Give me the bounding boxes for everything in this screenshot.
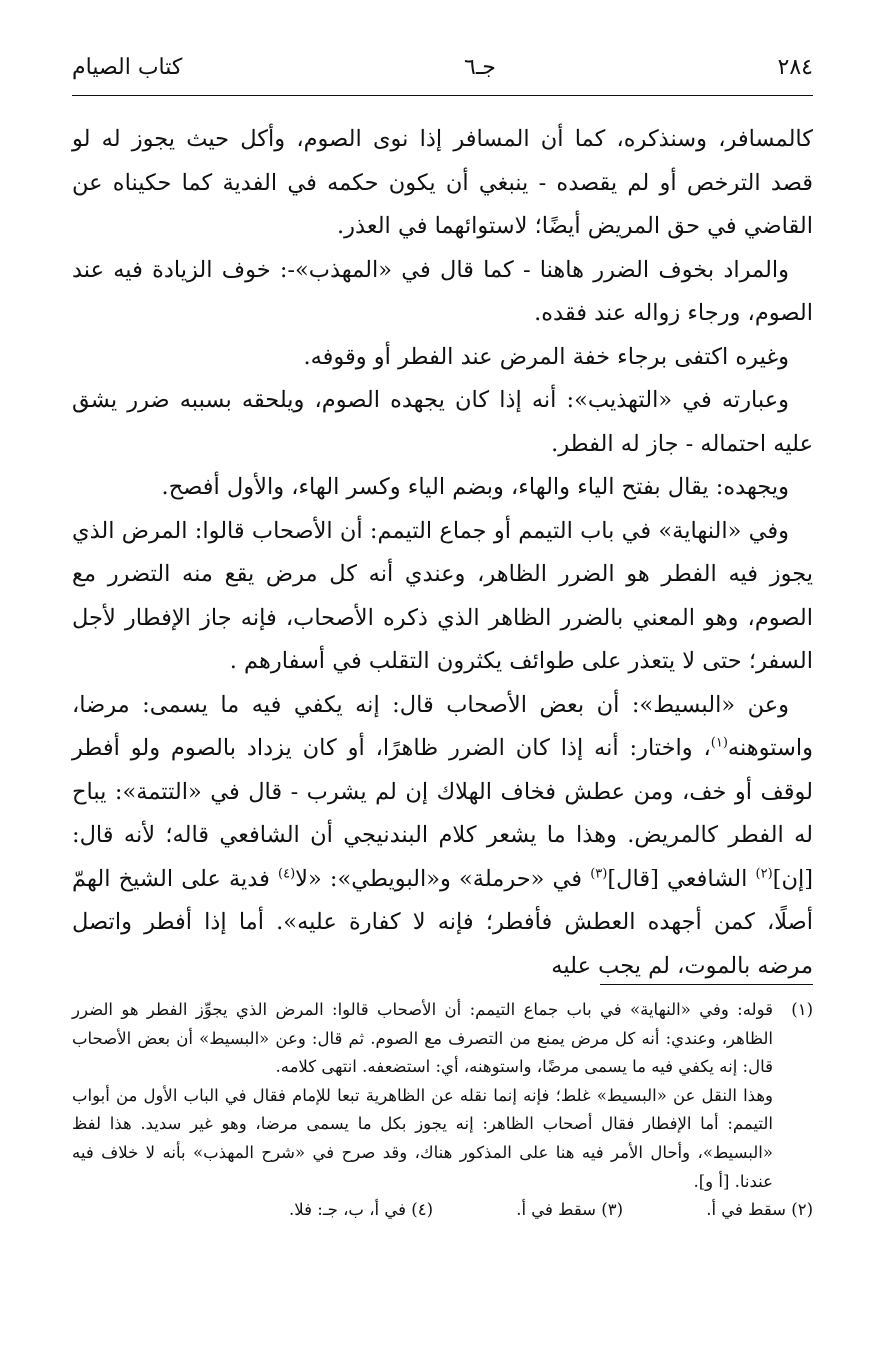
footnote-ref-3: (٣) xyxy=(590,866,608,881)
paragraph-7-part-c: الشافعي [قال] xyxy=(607,865,756,892)
page-number: ٢٨٤ xyxy=(777,54,813,80)
paragraph-7-part-e: فدية على الشيخ الهمّ أصلًا، كمن أجهده العطش فأفطر؛ فإنه لا كفارة عليه». أما إذا أفطر واتصل مرضه بالموت، لم يجب عليه xyxy=(72,865,813,979)
paragraph-2: والمراد بخوف الضرر هاهنا - كما قال في «المهذب»-: خوف الزيادة فيه عند الصوم، ورجاء زواله عند فقده. xyxy=(72,256,813,326)
footnotes-short-row xyxy=(72,1196,813,1225)
paragraph-7-part-b: ، واختار: أنه إذا كان الضرر ظاهرًا، أو كان يزداد بالصوم ولو أفطر لوقف أو خف، ومن عطش فخاف الهلاك إن لم يشرب - قال في «التتمة»: يباح له الفطر كالمريض. وهذا ما يشعر كلام البندنيجي أن الشافعي قاله؛ لأنه قال: [إن] xyxy=(72,735,814,892)
page-header xyxy=(72,46,813,88)
footnote-rule xyxy=(600,984,813,985)
footnote-ref-2: (٢) xyxy=(755,866,773,881)
paragraph-4: وعبارته في «التهذيب»: أنه إذا كان يجهده الصوم، ويلحقه بسببه ضرر يشق عليه احتماله - جاز له الفطر. xyxy=(72,387,813,457)
footnote-1-continuation: وهذا النقل عن «البسيط» غلط؛ فإنه إنما نقله عن الظاهرية تبعا للإمام فقال في الباب الأول من أبواب التيمم: أما الإفطار فقال أصحاب الظاهر: إنه يجوز بكل ما يسمى مرضا، وهو غير سديد. هذا لفظ «البسيط»، وأحال الأمر فيه هنا على المذكور هناك، وقد صرح في «شرح المهذب» بأنه لا خلاف فيه عندنا. [أ و]. xyxy=(72,1085,773,1191)
main-text xyxy=(72,118,813,988)
paragraph-7-part-a: وعن «البسيط»: أن بعض الأصحاب قال: إنه يكفي فيه ما يسمى: مرضا، واستوهنه xyxy=(72,691,813,761)
paragraph-6: وفي «النهاية» في باب التيمم أو جماع التيمم: أن الأصحاب قالوا: المرض الذي يجوز فيه الفطر هو الضرر الظاهر، وعندي أنه كل مرض يقع منه التضرر مع الصوم، وهو المعني بالضرر الظاهر الذي ذكره الأصحاب، فإنه جاز الإفطار لأجل السفر؛ حتى لا يتعذر على طوائف يكثرون التقلب في أسفارهم . xyxy=(72,517,813,674)
footnote-1-number: (١) xyxy=(791,1000,813,1019)
footnote-4: (٤) في أ، ب، جـ: فلا. xyxy=(289,1200,433,1220)
footnotes xyxy=(72,996,813,1225)
book-title: كتاب الصيام xyxy=(72,54,183,80)
volume-label: جـ٦ xyxy=(464,54,496,80)
paragraph-5: ويجهده: يقال بفتح الياء والهاء، وبضم الياء وكسر الهاء، والأول أفصح. xyxy=(161,474,789,500)
footnote-1-text: قوله: وفي «النهاية» في باب جماع التيمم: أن الأصحاب قالوا: المرض الذي يجوِّز الفطر هو الضرر الظاهر، وعندي: أنه كل مرض يمنع من التصرف مع الصوم. ثم قال: وعن «البسيط» أن بعض الأصحاب قال: إنه يكفي فيه ما يسمى مرضًا، واستوهنه، أي: استضعفه. انتهى كلامه. xyxy=(72,1000,773,1077)
footnote-3: (٣) سقط في أ. xyxy=(516,1200,623,1220)
footnote-2: (٢) سقط في أ. xyxy=(706,1200,813,1220)
footnote-ref-4: (٤) xyxy=(278,866,296,881)
footnote-1 xyxy=(72,996,813,1196)
footnote-1-body xyxy=(72,996,773,1196)
header-rule xyxy=(72,95,813,96)
paragraph-3: وغيره اكتفى برجاء خفة المرض عند الفطر أو وقوفه. xyxy=(303,343,789,370)
paragraph-7 xyxy=(72,684,813,989)
paragraph-7-part-d: في «حرملة» و«البويطي»: «لا xyxy=(295,865,591,892)
paragraph-1: كالمسافر، وسنذكره، كما أن المسافر إذا نوى الصوم، وأكل حيث يجوز له لو قصد الترخص أو لم يقصده - ينبغي أن يكون حكمه في الفدية كما حكيناه عن القاضي في حق المريض أيضًا؛ لاستوائهما في العذر. xyxy=(72,126,813,239)
footnote-ref-1: (١) xyxy=(710,735,728,751)
